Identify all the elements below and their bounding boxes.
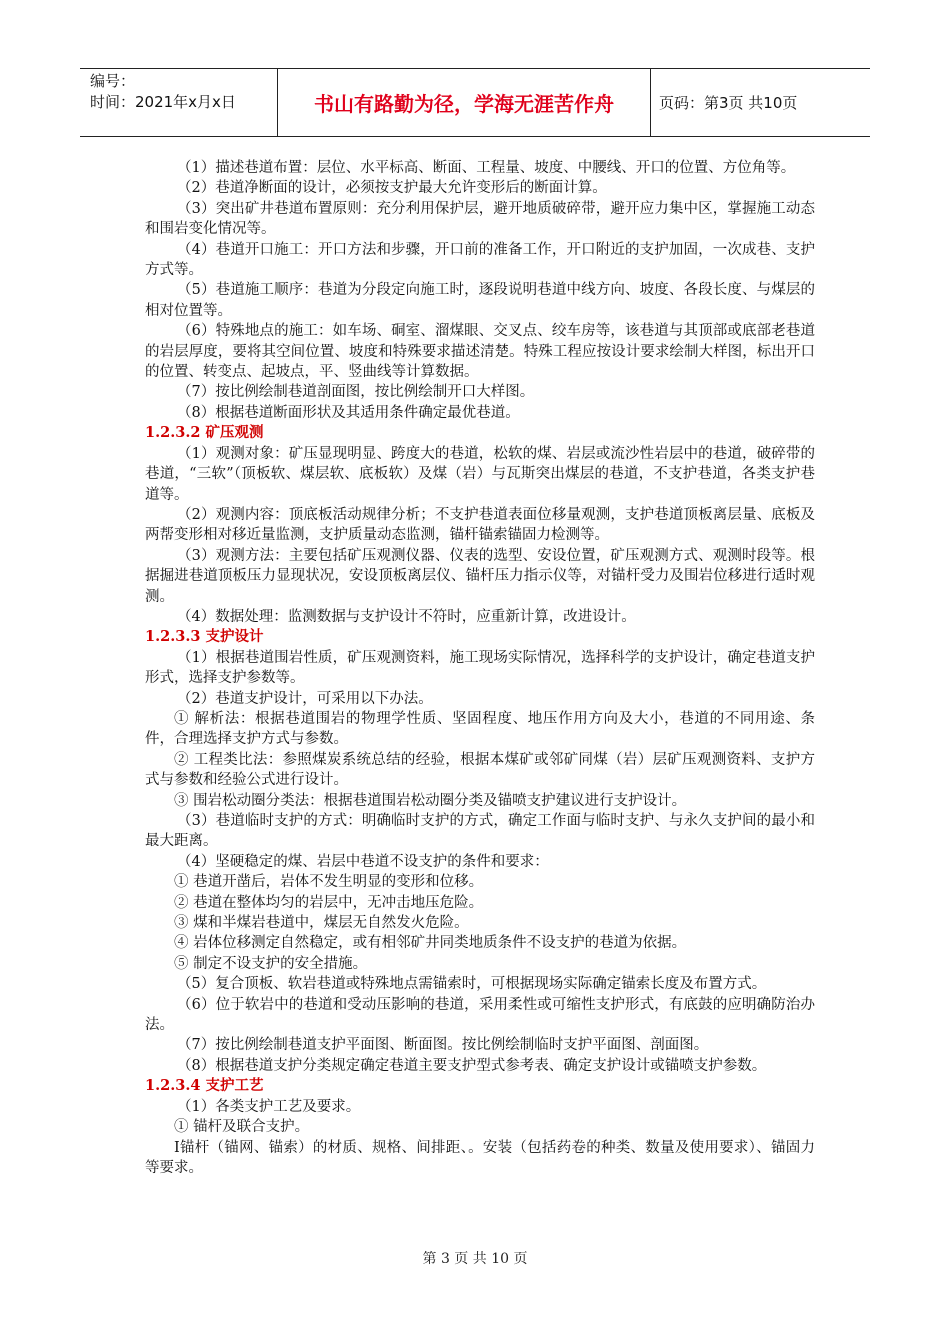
paragraph: ② 巷道在整体均匀的岩层中，无冲击地压危险。 — [174, 894, 484, 911]
paragraph: Ⅰ锚杆（锚网、锚索）的材质、规格、间排距、。安装（包括药卷的种类、数量及使用要求）、锚固力等要求。 — [145, 1139, 815, 1176]
paragraph: （2）巷道净断面的设计，必须按支护最大允许变形后的断面计算。 — [177, 180, 607, 197]
paragraph: ③ 围岩松动圈分类法：根据巷道围岩松动圈分类及锚喷支护建议进行支护设计。 — [174, 792, 687, 809]
page-footer: 第 3 页 共 10 页 — [422, 1251, 528, 1267]
paragraph: （3）巷道临时支护的方式：明确临时支护的方式，确定工作面与临时支护、与永久支护间的最小和最大距离。 — [145, 813, 815, 850]
section-heading: 1.2.3.4 支护工艺 — [145, 1077, 264, 1095]
paragraph: （6）特殊地点的施工：如车场、硐室、溜煤眼、交叉点、绞车房等，该巷道与其顶部或底部老巷道的岩层厚度，要将其空间位置、坡度和特殊要求描述清楚。特殊工程应按设计要求绘制大样图，标出开口的位置、转变点、起坡点，平、竖曲线等计算数据。 — [145, 323, 815, 381]
document-body — [145, 158, 815, 1178]
paragraph: ① 解析法：根据巷道围岩的物理学性质、坚固程度、地压作用方向及大小，巷道的不同用途、条件，合理选择支护方式与参数。 — [145, 710, 815, 748]
paragraph: ① 巷道开凿后，岩体不发生明显的变形和位移。 — [174, 874, 484, 891]
paragraph: （8）根据巷道支护分类规定确定巷道主要支护型式参考表、确定支护设计或锚喷支护参数。 — [177, 1057, 767, 1074]
paragraph: （1）描述巷道布置：层位、水平标高、断面、工程量、坡度、中腰线、开口的位置、方位角等。 — [177, 160, 796, 176]
paragraph: （7）按比例绘制巷道支护平面图、断面图。按比例绘制临时支护平面图、剖面图。 — [177, 1037, 709, 1054]
section-heading: 1.2.3.2 矿压观测 — [145, 424, 264, 442]
paragraph: （1）观测对象：矿压显现明显、跨度大的巷道，松软的煤、岩层或流沙性岩层中的巷道，破碎带的巷道，“三软”（顶板软、煤层软、底板软）及煤（岩）与瓦斯突出煤层的巷道，不支护巷道，各类支护巷道等。 — [145, 445, 815, 503]
paragraph: （7）按比例绘制巷道剖面图，按比例绘制开口大样图。 — [177, 384, 535, 401]
page-indicator: 页码：第3页 共10页 — [659, 94, 798, 112]
paragraph: （2）巷道支护设计，可采用以下办法。 — [177, 690, 433, 707]
paragraph: （2）观测内容：顶底板活动规律分析；不支护巷道表面位移量观测，支护巷道顶板离层量、底板及两帮变形相对移近量监测，支护质量动态监测，锚杆锚索锚固力检测等。 — [145, 506, 815, 544]
paragraph: （6）位于软岩中的巷道和受动压影响的巷道，采用柔性或可缩性支护形式，有底鼓的应明确防治办法。 — [145, 996, 815, 1034]
section-heading: 1.2.3.3 支护设计 — [145, 628, 264, 646]
paragraph: （1）根据巷道围岩性质，矿压观测资料，施工现场实际情况，选择科学的支护设计，确定巷道支护形式，选择支护参数等。 — [145, 649, 815, 687]
header-page-info — [651, 69, 870, 136]
page-header — [80, 68, 870, 137]
paragraph: ③ 煤和半煤岩巷道中，煤层无自然发火危险。 — [174, 915, 469, 932]
paragraph: ① 锚杆及联合支护。 — [174, 1119, 310, 1136]
paragraph: ⑤ 制定不设支护的安全措施。 — [174, 955, 368, 972]
paragraph: （4）巷道开口施工：开口方法和步骤，开口前的准备工作，开口附近的支护加固，一次成巷、支护方式等。 — [145, 241, 815, 279]
paragraph: （5）复合顶板、软岩巷道或特殊地点需锚索时，可根据现场实际确定锚索长度及布置方式。 — [177, 976, 767, 993]
paragraph: ② 工程类比法：参照煤炭系统总结的经验，根据本煤矿或邻矿同煤（岩）层矿压观测资料、支护方式与参数和经验公式进行设计。 — [145, 751, 815, 789]
header-motto: 书山有路勤为径，学海无涯苦作舟 — [314, 92, 614, 116]
document-number-label: 编号： — [90, 72, 136, 90]
paragraph: （4）数据处理：监测数据与支护设计不符时，应重新计算，改进设计。 — [177, 608, 636, 625]
paragraph: （1）各类支护工艺及要求。 — [177, 1098, 361, 1115]
paragraph: （3）突出矿井巷道布置原则：充分利用保护层，避开地质破碎带，避开应力集中区，掌握施工动态和围岩变化情况等。 — [145, 200, 815, 238]
header-motto-cell — [278, 69, 651, 136]
paragraph: （5）巷道施工顺序：巷道为分段定向施工时，逐段说明巷道中线方向、坡度、各段长度、与煤层的相对位置等。 — [145, 282, 815, 319]
document-date: 时间：2021年x月x日 — [90, 93, 236, 111]
paragraph: ④ 岩体位移测定自然稳定，或有相邻矿井同类地质条件不设支护的巷道为依据。 — [174, 935, 687, 952]
paragraph: （3）观测方法：主要包括矿压观测仪器、仪表的选型、安设位置，矿压观测方式、观测时段等。根据掘进巷道顶板压力显现状况，安设顶板离层仪、锚杆压力指示仪等，对锚杆受力及围岩位移进行适时观测。 — [145, 547, 815, 605]
paragraph: （8）根据巷道断面形状及其适用条件确定最优巷道。 — [177, 404, 520, 421]
header-meta — [80, 69, 278, 136]
paragraph: （4）坚硬稳定的煤、岩层中巷道不设支护的条件和要求： — [177, 853, 549, 870]
